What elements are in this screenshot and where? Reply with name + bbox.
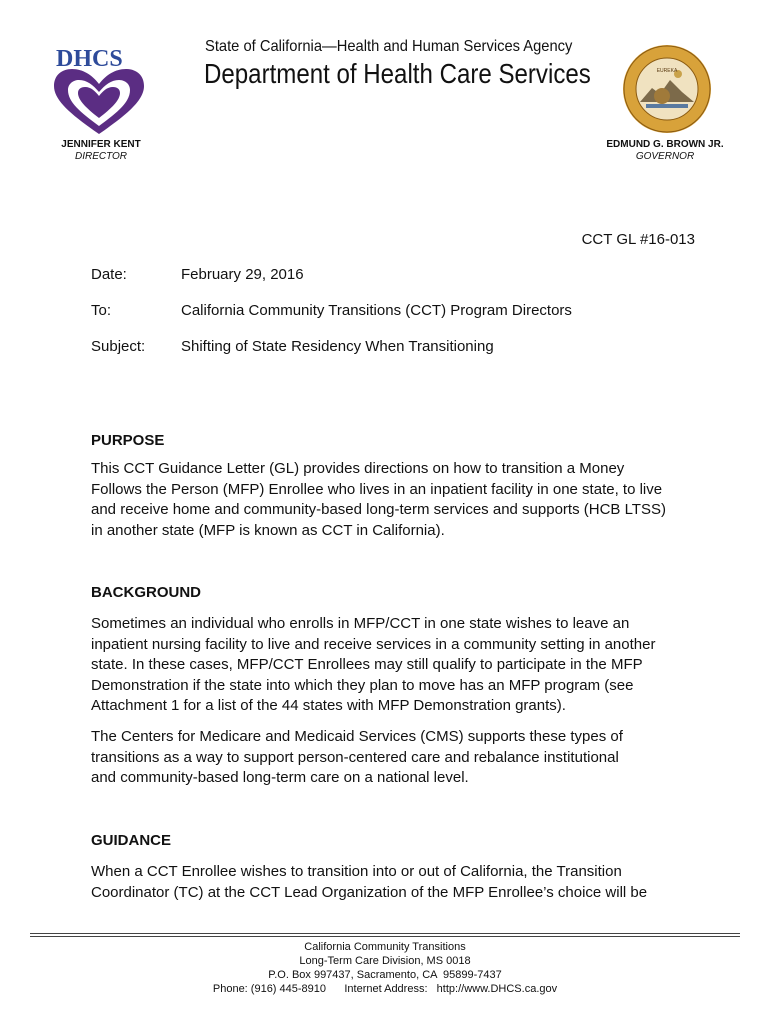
governor-title: GOVERNOR (635, 151, 695, 162)
paragraph-line: inpatient nursing facility to live and receive services in a community setting in another (91, 635, 656, 653)
to-label: To: (91, 302, 112, 319)
footer-divider (30, 933, 740, 934)
purpose-heading: PURPOSE (91, 432, 165, 449)
footer-line: Phone: (916) 445-8910 Internet Address: http://www.DHCS.ca.gov (212, 983, 558, 995)
seal-motto: EUREKA (656, 68, 678, 74)
date-row (91, 266, 304, 283)
logo-text: DHCS (56, 46, 123, 72)
to-value: California Community Transitions (CCT) Program Directors (181, 302, 572, 319)
date-label: Date: (91, 266, 127, 283)
paragraph-line: and receive home and community-based long-term services and supports (HCB LTSS) (91, 501, 666, 518)
paragraph-line: and community-based long-term care on a national level. (91, 769, 469, 786)
paragraph-line: transitions as a way to support person-centered care and rebalance institutional (91, 748, 619, 766)
dhcs-logo (50, 42, 148, 140)
paragraph-line: Sometimes an individual who enrolls in MFP/CCT in one state wishes to leave an (91, 615, 630, 632)
subject-value: Shifting of State Residency When Transitioning (181, 338, 494, 355)
governor-name: EDMUND G. BROWN JR. (606, 139, 724, 150)
paragraph-line: in another state (MFP is known as CCT in California). (91, 521, 445, 539)
department-title: Department of Health Care Services (204, 58, 591, 89)
paragraph-line: Demonstration if the state into which they plan to move has an MFP program (see (91, 676, 634, 694)
purpose-paragraph (91, 459, 691, 541)
subject-label: Subject: (91, 338, 146, 355)
subject-row (91, 338, 494, 355)
paragraph-line: When a CCT Enrollee wishes to transition into or out of California, the Transition (91, 863, 622, 880)
paragraph-line: state. In these cases, MFP/CCT Enrollees may still qualify to participate in the MFP (91, 656, 643, 673)
footer-line: P.O. Box 997437, Sacramento, CA 95899-7437 (268, 969, 502, 981)
footer-divider (30, 936, 740, 937)
guidance-letter-number: CCT GL #16-013 (581, 231, 695, 248)
guidance-paragraph (91, 862, 691, 903)
governor-block (600, 139, 730, 162)
paragraph-line: Follows the Person (MFP) Enrollee who lives in an inpatient facility in one state, to live (91, 480, 663, 498)
date-value: February 29, 2016 (181, 266, 304, 283)
paragraph-line: Attachment 1 for a list of the 44 states with MFP Demonstration grants). (91, 697, 566, 714)
background-paragraph-2 (91, 727, 691, 789)
background-paragraph-1 (91, 614, 691, 717)
paragraph-line: This CCT Guidance Letter (GL) provides directions on how to transition a Money (91, 460, 625, 477)
director-title: DIRECTOR (74, 151, 128, 162)
agency-line: State of California—Health and Human Services Agency (205, 38, 573, 55)
to-row (91, 302, 572, 319)
paragraph-line: The Centers for Medicare and Medicaid Services (CMS) supports these types of (91, 728, 623, 745)
director-name: JENNIFER KENT (61, 139, 141, 150)
paragraph-line: Coordinator (TC) at the CCT Lead Organization of the MFP Enrollee’s choice will be (91, 883, 648, 901)
california-seal-icon (622, 44, 712, 134)
guidance-heading: GUIDANCE (91, 832, 172, 849)
director-block (56, 139, 146, 162)
footer (0, 940, 770, 996)
footer-line: California Community Transitions (304, 941, 466, 953)
footer-line: Long-Term Care Division, MS 0018 (299, 955, 471, 967)
background-heading: BACKGROUND (91, 584, 201, 601)
